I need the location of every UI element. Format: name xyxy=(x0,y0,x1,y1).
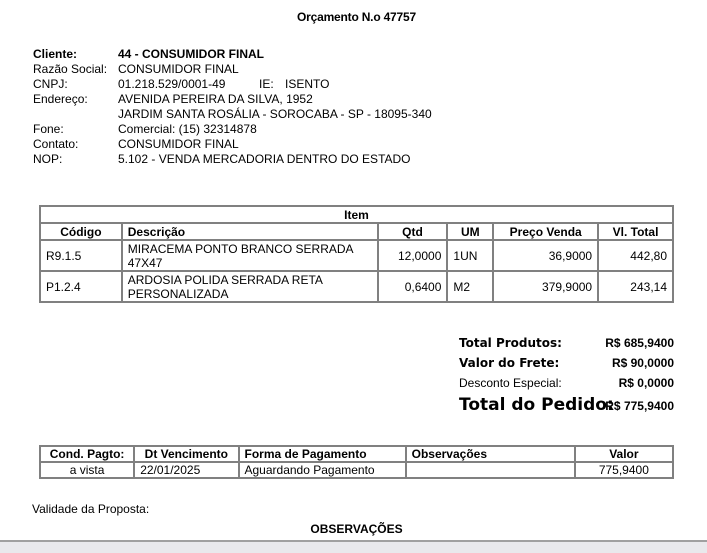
col-header-forma-pagamento: Forma de Pagamento xyxy=(239,446,406,462)
desconto-value: R$ 0,0000 xyxy=(618,376,674,390)
validade-label: Validade da Proposta: xyxy=(32,502,150,516)
valor-frete-label: Valor do Frete: xyxy=(459,356,560,370)
cell-total: 243,14 xyxy=(598,271,673,302)
cell-um: M2 xyxy=(447,271,493,302)
cell-um: 1UN xyxy=(447,240,493,271)
cliente-value: 44 - CONSUMIDOR FINAL xyxy=(118,47,265,61)
col-header-cond-pagto: Cond. Pagto: xyxy=(40,446,134,462)
total-pedido-label: Total do Pedido: xyxy=(459,395,614,415)
nop-label: NOP: xyxy=(33,152,63,166)
razao-value: CONSUMIDOR FINAL xyxy=(118,62,239,76)
valor-frete-row xyxy=(459,353,674,373)
col-header-descricao: Descrição xyxy=(122,223,378,240)
col-header-um: UM xyxy=(447,223,493,240)
cell-valor: 775,9400 xyxy=(575,462,673,478)
cell-preco: 36,9000 xyxy=(493,240,598,271)
items-table xyxy=(39,205,674,303)
col-header-observacoes: Observações xyxy=(406,446,575,462)
cell-qtd: 0,6400 xyxy=(378,271,448,302)
document-title: Orçamento N.o 47757 xyxy=(297,10,416,24)
total-pedido-row xyxy=(459,393,674,417)
desconto-row xyxy=(459,373,674,393)
items-group-header-row xyxy=(40,206,673,223)
nop-value: 5.102 - VENDA MERCADORIA DENTRO DO ESTADO xyxy=(118,152,411,166)
col-header-vl-total: Vl. Total xyxy=(598,223,673,240)
cell-codigo: R9.1.5 xyxy=(40,240,122,271)
endereco-line2: JARDIM SANTA ROSÁLIA - SOROCABA - SP - 18095-340 xyxy=(118,107,432,121)
endereco-line1: AVENIDA PEREIRA DA SILVA, 1952 xyxy=(118,92,313,106)
cell-observacoes xyxy=(406,462,575,478)
valor-frete-value: R$ 90,0000 xyxy=(611,356,674,370)
table-row xyxy=(40,462,673,478)
observacoes-title: OBSERVAÇÕES xyxy=(310,522,403,536)
cell-vencimento: 22/01/2025 xyxy=(134,462,238,478)
items-group-header: Item xyxy=(40,206,673,223)
endereco-label: Endereço: xyxy=(33,92,88,106)
payment-table xyxy=(39,445,674,479)
items-header-row xyxy=(40,223,673,240)
col-header-dt-vencimento: Dt Vencimento xyxy=(134,446,238,462)
bottom-bar xyxy=(0,540,707,553)
cell-cond-pagto: a vista xyxy=(40,462,134,478)
totals-block xyxy=(459,333,674,417)
total-pedido-value: R$ 775,9400 xyxy=(605,399,674,413)
fone-label: Fone: xyxy=(33,122,64,136)
fone-value: Comercial: (15) 32314878 xyxy=(118,122,257,136)
payment-header-row xyxy=(40,446,673,462)
table-row xyxy=(40,240,673,271)
total-produtos-value: R$ 685,9400 xyxy=(605,336,674,350)
cell-total: 442,80 xyxy=(598,240,673,271)
cnpj-value: 01.218.529/0001-49 xyxy=(118,77,226,91)
ie-value: ISENTO xyxy=(285,77,330,91)
cell-qtd: 12,0000 xyxy=(378,240,448,271)
col-header-preco-venda: Preço Venda xyxy=(493,223,598,240)
col-header-qtd: Qtd xyxy=(378,223,448,240)
total-produtos-row xyxy=(459,333,674,353)
razao-label: Razão Social: xyxy=(33,62,108,76)
cell-descricao: ARDOSIA POLIDA SERRADA RETA PERSONALIZADA xyxy=(122,271,378,302)
table-row xyxy=(40,271,673,302)
ie-label: IE: xyxy=(259,77,274,91)
desconto-label: Desconto Especial: xyxy=(459,376,562,390)
cnpj-label: CNPJ: xyxy=(33,77,68,91)
col-header-valor: Valor xyxy=(575,446,673,462)
cliente-label: Cliente: xyxy=(33,47,78,61)
cell-codigo: P1.2.4 xyxy=(40,271,122,302)
total-produtos-label: Total Produtos: xyxy=(459,336,562,350)
col-header-codigo: Código xyxy=(40,223,122,240)
contato-value: CONSUMIDOR FINAL xyxy=(118,137,239,151)
cell-forma-pagamento: Aguardando Pagamento xyxy=(239,462,406,478)
cell-descricao: MIRACEMA PONTO BRANCO SERRADA 47X47 xyxy=(122,240,378,271)
contato-label: Contato: xyxy=(33,137,79,151)
cell-preco: 379,9000 xyxy=(493,271,598,302)
